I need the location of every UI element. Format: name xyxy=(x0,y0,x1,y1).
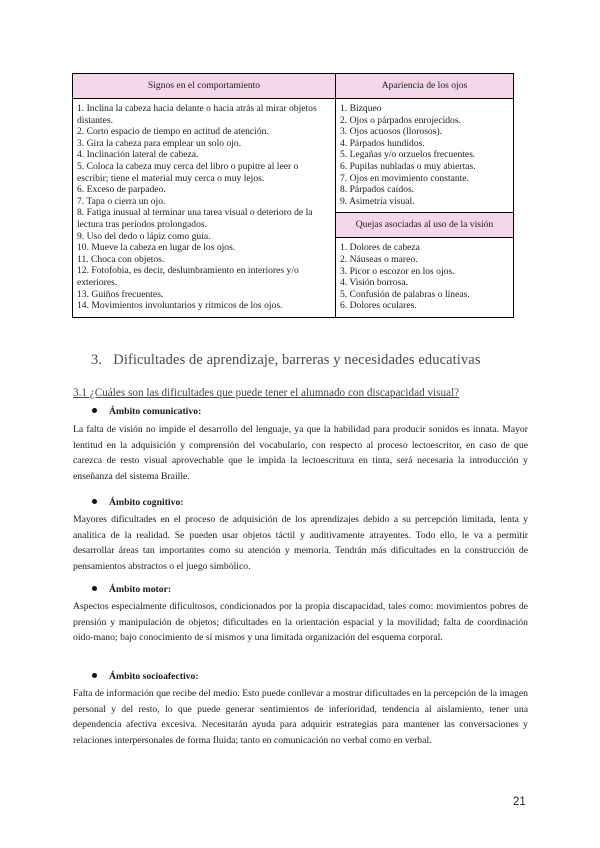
list-item: 5. Coloca la cabeza muy cerca del libro o pupitre al leer o escribir; tiene el material muy cerca o muy lejos. xyxy=(77,160,299,184)
ambito-heading: Ámbito motor: xyxy=(92,584,171,595)
quejas-list xyxy=(336,238,513,317)
list-item: 10. Mueve la cabeza en lugar de los ojos. xyxy=(77,242,236,254)
ambito-heading: Ámbito comunicativo: xyxy=(92,406,201,417)
list-item: 8. Párpados caídos. xyxy=(340,184,415,196)
list-item: 6. Pupilas nubladas o muy abiertas. xyxy=(340,160,476,172)
list-item: 1. Bizqueo xyxy=(340,103,382,114)
ambito-heading: Ámbito socioafectivo: xyxy=(92,671,199,682)
signos-list xyxy=(73,99,335,317)
list-item: 2. Náuseas o mareo. xyxy=(340,253,418,265)
signos-cell xyxy=(73,99,336,318)
page-number: 21 xyxy=(513,796,526,808)
list-item: 1. Inclina la cabeza hacia delante o hacia atrás al mirar objetos distantes. xyxy=(77,103,317,126)
list-item: 7. Tapa o cierra un ojo. xyxy=(77,195,166,207)
ambito-paragraph: Mayores dificultades en el proceso de adquisición de los aprendizajes debido a su percepción limitada, lenta y analítica de la realidad. Se pueden usar objetos táctil y auditivamente atrayentes. Todo ello, le va a permitir desarrollar áreas tan importantes como su atención y memoria. Tendrán más dificultades en la construcción de pensamientos abstractos o el juego simbólico. xyxy=(73,514,528,572)
list-item: 14. Movimientos involuntarios y rítmicos de los ojos. xyxy=(77,300,283,312)
ambito-paragraph: Falta de información que recibe del medio. Esto puede conllevar a mostrar dificultades en la percepción de la imagen personal y del resto, lo que puede generar sentimientos de inferioridad, tendencia al aislamiento, tener una dependencia afectiva excesiva. Necesitarán ayuda para adquirir estrategias para mantener las conversaciones y relaciones interpersonales de forma fluida; tanto en comunicación no verbal como en verbal. xyxy=(73,688,528,746)
bullet-icon xyxy=(92,586,97,591)
list-item: 5. Confusión de palabras o líneas. xyxy=(340,288,470,300)
list-item: 7. Ojos en movimiento constante. xyxy=(340,172,469,184)
apariencia-list xyxy=(336,99,513,212)
signs-table xyxy=(72,73,514,318)
col-header-apariencia: Apariencia de los ojos xyxy=(336,74,514,99)
col-header-signos: Signos en el comportamiento xyxy=(73,74,336,99)
list-item: 6. Exceso de parpadeo. xyxy=(77,184,166,196)
section-subtitle: 3.1 ¿Cuáles son las dificultades que puede tener el alumnado con discapacidad visual? xyxy=(73,387,460,399)
list-item: 5. Legañas y/o orzuelos frecuentes. xyxy=(340,149,476,161)
list-item: 4. Inclinación lateral de cabeza. xyxy=(77,149,199,161)
list-item: 4. Visión borrosa. xyxy=(340,277,408,289)
list-item: 2. Corto espacio de tiempo en actitud de atención. xyxy=(77,126,269,138)
list-item: 11. Choca con objetos. xyxy=(77,253,165,265)
ambito-heading: Ámbito cognitivo: xyxy=(92,497,184,508)
list-item: 9. Uso del dedo o lápiz como guía. xyxy=(77,230,211,242)
list-item: 1. Dolores de cabeza xyxy=(340,242,420,254)
list-item: 3. Gira la cabeza para emplear un solo ojo. xyxy=(77,137,242,149)
list-item: 3. Picor o escozor en los ojos. xyxy=(340,265,455,277)
quejas-header: Quejas asociadas al uso de la visión xyxy=(336,212,513,238)
ambito-paragraph: Aspectos especialmente dificultosos, condicionados por la propia discapacidad, tales como: movimientos pobres de prensión y manipulación de objetos; dificultades en la orientación espacial y la movilidad; falta de coordinación oído-mano; bajo conocimiento de sí mismos y una limitada organización del esquema corporal. xyxy=(73,601,528,643)
list-item: 4. Párpados hundidos. xyxy=(340,137,425,149)
apariencia-cell xyxy=(336,99,514,318)
list-item: 12. Fotofobia, es decir, deslumbramiento en interiores y/o exteriores. xyxy=(77,265,299,288)
ambito-paragraph: La falta de visión no impide el desarrollo del lenguaje, ya que la habilidad para producir sonidos es innata. Mayor lentitud en la adquisición y comprensión del vocabulario, con respecto al proceso lectoescritor, en caso de que carezca de resto visual aprovechable que le impida la lectoescritura en tinta, será necesaria la introducción y enseñanza del sistema Braille. xyxy=(73,424,528,482)
list-item: 3. Ojos acuosos (llorosos). xyxy=(340,126,443,138)
section-title: 3. Dificultades de aprendizaje, barreras y necesidades educativas xyxy=(91,352,481,368)
list-item: 9. Asimetría visual. xyxy=(340,195,415,207)
bullet-icon xyxy=(92,673,97,678)
bullet-icon xyxy=(92,408,97,413)
list-item: 2. Ojos o párpados enrojecidos. xyxy=(340,114,461,126)
list-item: 8. Fatiga inusual al terminar una tarea visual o deterioro de la lectura tras períodos prolongados. xyxy=(77,207,313,230)
bullet-icon xyxy=(92,499,97,504)
list-item: 13. Guiños frecuentes. xyxy=(77,288,164,300)
list-item: 6. Dolores oculares. xyxy=(340,300,417,312)
